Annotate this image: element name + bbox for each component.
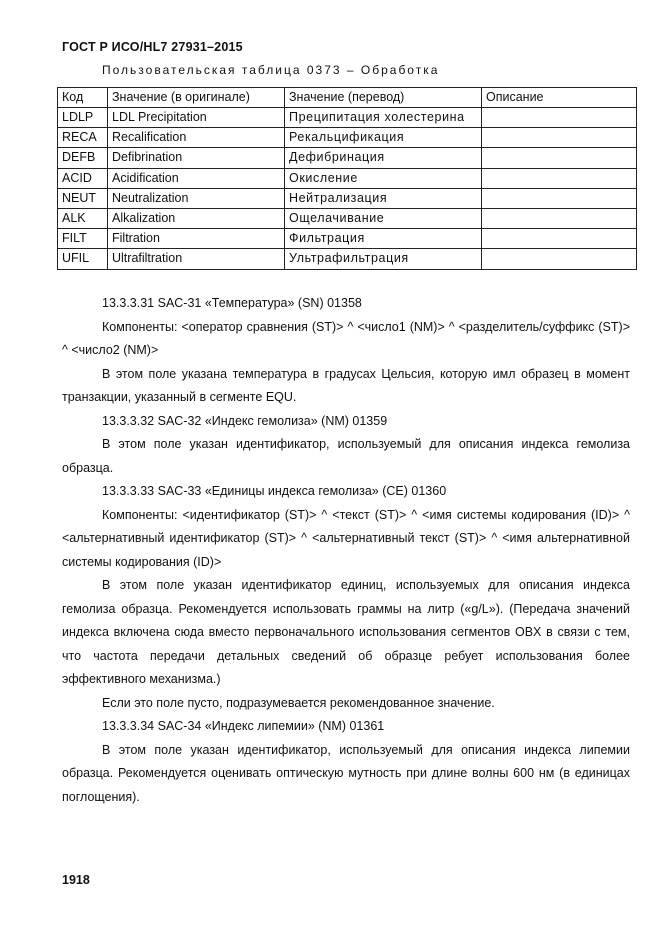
cell-translation: Дефибринация [285, 148, 482, 168]
cell-code: FILT [58, 229, 108, 249]
cell-original: Alkalization [108, 208, 285, 228]
cell-description [482, 128, 637, 148]
table-row [58, 229, 637, 249]
cell-translation: Ультрафильтрация [285, 249, 482, 269]
cell-code: ALK [58, 208, 108, 228]
cell-original: Defibrination [108, 148, 285, 168]
table-row [58, 128, 637, 148]
cell-original: Filtration [108, 229, 285, 249]
cell-description [482, 168, 637, 188]
cell-translation: Преципитация холестерина [285, 108, 482, 128]
table-row [58, 108, 637, 128]
cell-original: Recalification [108, 128, 285, 148]
cell-description [482, 249, 637, 269]
table-row [58, 249, 637, 269]
cell-translation: Фильтрация [285, 229, 482, 249]
cell-translation: Ощелачивание [285, 208, 482, 228]
cell-original: Ultrafiltration [108, 249, 285, 269]
cell-original: Acidification [108, 168, 285, 188]
column-header-translation: Значение (перевод) [285, 88, 482, 108]
document-body [62, 292, 630, 809]
section-heading-sac-34: 13.3.3.34 SAC-34 «Индекс липемии» (NM) 01361 [102, 719, 385, 733]
cell-code: NEUT [58, 188, 108, 208]
cell-code: ACID [58, 168, 108, 188]
cell-description [482, 108, 637, 128]
section-heading-sac-33: 13.3.3.33 SAC-33 «Единицы индекса гемолиза» (CE) 01360 [102, 484, 447, 498]
cell-code: RECA [58, 128, 108, 148]
column-header-code: Код [58, 88, 108, 108]
cell-translation: Нейтрализация [285, 188, 482, 208]
cell-original: LDL Precipitation [108, 108, 285, 128]
section-heading-sac-32: 13.3.3.32 SAC-32 «Индекс гемолиза» (NM) 01359 [102, 413, 388, 428]
cell-code: DEFB [58, 148, 108, 168]
cell-description [482, 188, 637, 208]
paragraph-components-sac-31: Компоненты: <оператор сравнения (ST)> ^ <число1 (NM)> ^ <разделитель/суффикс (ST)> ^ <число2 (NM)> [62, 319, 630, 357]
cell-description [482, 229, 637, 249]
cell-code: UFIL [58, 249, 108, 269]
table-header-row [58, 88, 637, 108]
page-number: 1918 [62, 873, 90, 887]
paragraph-description-sac-31: В этом поле указана температура в градусах Цельсия, которую имл образец в момент транзакции, указанный в сегменте EQU. [62, 366, 630, 404]
processing-table [57, 87, 637, 270]
cell-description [482, 208, 637, 228]
table-row [58, 168, 637, 188]
cell-translation: Рекальцификация [285, 128, 482, 148]
document-header: ГОСТ Р ИСО/HL7 27931–2015 [62, 40, 243, 54]
paragraph-default-note-sac-33: Если это поле пусто, подразумевается рекомендованное значение. [102, 695, 495, 710]
table-row [58, 188, 637, 208]
table-row [58, 148, 637, 168]
column-header-description: Описание [482, 88, 637, 108]
paragraph-description-sac-33: В этом поле указан идентификатор единиц, используемых для описания индекса гемолиза образца. Рекомендуется использовать граммы на литр («g/L»). (Передача значений индекса включена сюда вместо первоначального использования сегментов OBX в связи с тем, что частота передачи детальных сведений об образце ребует использования более эффективного механизма.) [62, 578, 630, 686]
paragraph-description-sac-32: В этом поле указан идентификатор, используемый для описания индекса гемолиза образца. [62, 437, 630, 475]
cell-description [482, 148, 637, 168]
cell-code: LDLP [58, 108, 108, 128]
table-row [58, 208, 637, 228]
paragraph-components-sac-33: Компоненты: <идентификатор (ST)> ^ <текст (ST)> ^ <имя системы кодирования (ID)> ^ <альтернативный идентификатор (ST)> ^ <альтернативный текст (ST)> ^ <имя альтернативной системы кодирования (ID)> [62, 507, 630, 569]
table-caption: Пользовательская таблица 0373 – Обработка [102, 63, 440, 77]
column-header-original: Значение (в оригинале) [108, 88, 285, 108]
paragraph-description-sac-34: В этом поле указан идентификатор, используемый для описания индекса липемии образца. Рекомендуется оценивать оптическую мутность при длине волны 600 нм (в единицах поглощения). [62, 742, 630, 804]
cell-translation: Окисление [285, 168, 482, 188]
section-heading-sac-31: 13.3.3.31 SAC-31 «Температура» (SN) 01358 [102, 296, 362, 310]
cell-original: Neutralization [108, 188, 285, 208]
